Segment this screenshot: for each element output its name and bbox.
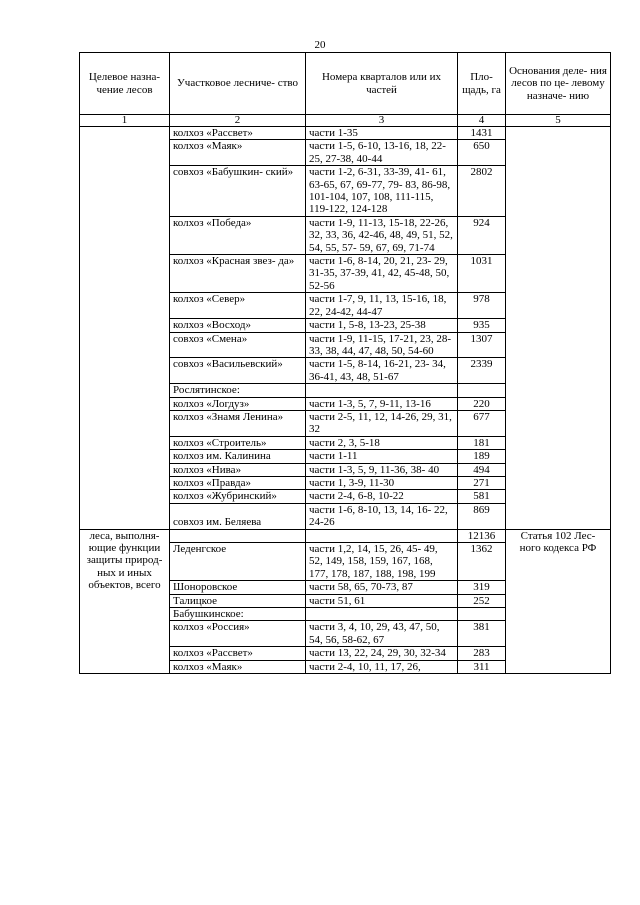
quarters-cell: части 1-35 [306,127,458,140]
area-cell: 283 [458,647,506,660]
header-area: Пло- щадь, га [458,53,506,115]
area-cell: 252 [458,594,506,607]
area-cell: 1307 [458,332,506,358]
area-cell: 1031 [458,255,506,293]
column-number: 4 [458,115,506,127]
area-cell: 869 [458,503,506,529]
column-number: 1 [80,115,170,127]
forestry-cell: колхоз «Восход» [170,319,306,332]
quarters-cell [306,608,458,621]
forestry-cell: колхоз «Победа» [170,216,306,254]
forestry-cell: совхоз им. Беляева [170,503,306,529]
area-cell: 494 [458,463,506,476]
forestry-cell: колхоз «Маяк» [170,140,306,166]
purpose-cell-empty [80,127,170,530]
purpose-cell: леса, выполня- ющие функции защиты природ- ных и иных объектов, всего [80,529,170,673]
forestry-cell: колхоз «Рассвет» [170,647,306,660]
total-row [80,529,611,542]
forestry-cell: колхоз «Нива» [170,463,306,476]
total-area-cell: 12136 [458,529,506,542]
area-cell: 311 [458,660,506,673]
quarters-cell: части 1-11 [306,450,458,463]
area-cell: 924 [458,216,506,254]
header-basis: Основания деле- ния лесов по це- левому назначе- нию [506,53,611,115]
forestry-cell: Шоноровское [170,581,306,594]
area-cell: 2339 [458,358,506,384]
forestry-cell: колхоз «Жубринский» [170,490,306,503]
forestry-cell: Бабушкинское: [170,608,306,621]
basis-cell: Статья 102 Лес- ного кодекса РФ [506,529,611,673]
quarters-cell: части 1-2, 6-31, 33-39, 41- 61, 63-65, 67, 69-77, 79- 83, 86-98, 101-104, 107, 108, 111-115, 119-122, 124-128 [306,166,458,217]
column-numbers-row [80,115,611,127]
quarters-cell: части 1,2, 14, 15, 26, 45- 49, 52, 149, 158, 159, 167, 168, 177, 178, 187, 188, 198, 199 [306,543,458,581]
forestry-cell: Талицкое [170,594,306,607]
area-cell: 2802 [458,166,506,217]
quarters-cell [306,529,458,542]
area-cell: 978 [458,293,506,319]
forestry-cell: совхоз «Бабушкин- ский» [170,166,306,217]
forestry-cell: колхоз «Логдуз» [170,397,306,410]
area-cell: 220 [458,397,506,410]
forestry-cell: колхоз «Строитель» [170,436,306,449]
forestry-cell: колхоз «Россия» [170,621,306,647]
basis-cell-empty [506,127,611,530]
quarters-cell: части 51, 61 [306,594,458,607]
area-cell: 181 [458,436,506,449]
header-quarters: Номера кварталов или их частей [306,53,458,115]
quarters-cell: части 1-6, 8-10, 13, 14, 16- 22, 24-26 [306,503,458,529]
quarters-cell: части 1-6, 8-14, 20, 21, 23- 29, 31-35, 37-39, 41, 42, 45-48, 50, 52-56 [306,255,458,293]
quarters-cell: части 2-5, 11, 12, 14-26, 29, 31, 32 [306,410,458,436]
header-forestry: Участковое лесниче- ство [170,53,306,115]
quarters-cell: части 2-4, 6-8, 10-22 [306,490,458,503]
quarters-cell [306,384,458,397]
area-cell: 677 [458,410,506,436]
table-header-row [80,53,611,115]
area-cell: 381 [458,621,506,647]
quarters-cell: части 3, 4, 10, 29, 43, 47, 50, 54, 56, 58-62, 67 [306,621,458,647]
area-cell: 1362 [458,543,506,581]
page-number: 20 [314,39,326,51]
column-number: 3 [306,115,458,127]
forestry-cell: колхоз «Красная звез- да» [170,255,306,293]
area-cell: 271 [458,476,506,489]
quarters-cell: части 1, 5-8, 13-23, 25-38 [306,319,458,332]
area-cell: 1431 [458,127,506,140]
quarters-cell: части 1-5, 6-10, 13-16, 18, 22-25, 27-38, 40-44 [306,140,458,166]
quarters-cell: части 2-4, 10, 11, 17, 26, [306,660,458,673]
quarters-cell: части 1-3, 5, 9, 11-36, 38- 40 [306,463,458,476]
forest-table [79,52,611,674]
forestry-cell: совхоз «Смена» [170,332,306,358]
column-number: 2 [170,115,306,127]
area-cell: 189 [458,450,506,463]
column-number: 5 [506,115,611,127]
forestry-cell: Леденгское [170,543,306,581]
quarters-cell: части 1-5, 8-14, 16-21, 23- 34, 36-41, 43, 48, 51-67 [306,358,458,384]
quarters-cell: части 1-9, 11-13, 15-18, 22-26, 32, 33, 36, 42-46, 48, 49, 51, 52, 54, 55, 57- 59, 67, 69, 71-74 [306,216,458,254]
header-purpose: Целевое назна- чение лесов [80,53,170,115]
forestry-cell: колхоз «Правда» [170,476,306,489]
forestry-cell: Рослятинское: [170,384,306,397]
quarters-cell: части 58, 65, 70-73, 87 [306,581,458,594]
forestry-cell: колхоз «Знамя Ленина» [170,410,306,436]
forestry-cell: колхоз им. Калинина [170,450,306,463]
quarters-cell: части 13, 22, 24, 29, 30, 32-34 [306,647,458,660]
quarters-cell: части 1-7, 9, 11, 13, 15-16, 18, 22, 24-42, 44-47 [306,293,458,319]
forestry-cell: колхоз «Маяк» [170,660,306,673]
quarters-cell: части 1, 3-9, 11-30 [306,476,458,489]
area-cell: 319 [458,581,506,594]
forestry-cell: совхоз «Васильевский» [170,358,306,384]
area-cell: 650 [458,140,506,166]
area-cell: 935 [458,319,506,332]
table-row [80,127,611,140]
forestry-cell [170,529,306,542]
quarters-cell: части 2, 3, 5-18 [306,436,458,449]
forestry-cell: колхоз «Север» [170,293,306,319]
area-cell: 581 [458,490,506,503]
forestry-cell: колхоз «Рассвет» [170,127,306,140]
area-cell [458,384,506,397]
quarters-cell: части 1-3, 5, 7, 9-11, 13-16 [306,397,458,410]
quarters-cell: части 1-9, 11-15, 17-21, 23, 28-33, 38, 44, 47, 48, 50, 54-60 [306,332,458,358]
area-cell [458,608,506,621]
